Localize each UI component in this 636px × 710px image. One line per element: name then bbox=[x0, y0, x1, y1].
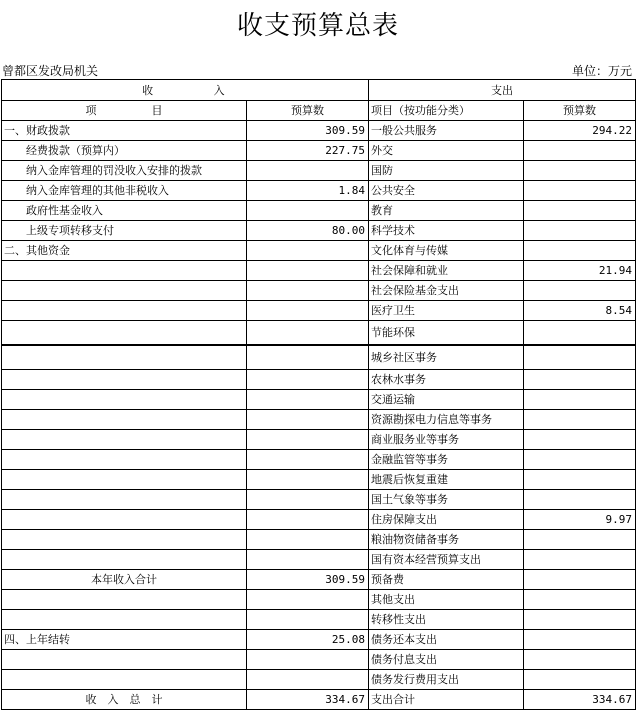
table-row bbox=[2, 490, 636, 510]
income-item bbox=[2, 470, 247, 490]
table-row bbox=[2, 590, 636, 610]
income-amount: 334.67 bbox=[247, 690, 369, 710]
income-item bbox=[2, 530, 247, 550]
expense-amount: 294.22 bbox=[524, 121, 636, 141]
expense-amount bbox=[524, 530, 636, 550]
expense-item: 一般公共服务 bbox=[369, 121, 524, 141]
expense-item: 文化体育与传媒 bbox=[369, 241, 524, 261]
income-amount bbox=[247, 321, 369, 346]
table-row bbox=[2, 650, 636, 670]
income-amount bbox=[247, 201, 369, 221]
expense-item: 粮油物资储备事务 bbox=[369, 530, 524, 550]
income-amount bbox=[247, 450, 369, 470]
income-item bbox=[2, 490, 247, 510]
income-item: 上级专项转移支付 bbox=[2, 221, 247, 241]
income-amount bbox=[247, 610, 369, 630]
table-row bbox=[2, 530, 636, 550]
expense-item: 外交 bbox=[369, 141, 524, 161]
income-amount bbox=[247, 650, 369, 670]
income-item: 本年收入合计 bbox=[2, 570, 247, 590]
income-item: 收 入 总 计 bbox=[2, 690, 247, 710]
expense-item: 社会保险基金支出 bbox=[369, 281, 524, 301]
income-item: 经费拨款（预算内） bbox=[2, 141, 247, 161]
income-item bbox=[2, 610, 247, 630]
table-row bbox=[2, 141, 636, 161]
income-item bbox=[2, 321, 247, 346]
income-amount: 309.59 bbox=[247, 570, 369, 590]
table-row bbox=[2, 690, 636, 710]
expense-item: 债务发行费用支出 bbox=[369, 670, 524, 690]
income-item: 四、上年结转 bbox=[2, 630, 247, 650]
expense-item: 地震后恢复重建 bbox=[369, 470, 524, 490]
expense-item: 医疗卫生 bbox=[369, 301, 524, 321]
table-row bbox=[2, 370, 636, 390]
income-item: 政府性基金收入 bbox=[2, 201, 247, 221]
table-row bbox=[2, 261, 636, 281]
income-amount bbox=[247, 281, 369, 301]
expense-item: 教育 bbox=[369, 201, 524, 221]
income-item bbox=[2, 301, 247, 321]
col-header-expense-item: 项目（按功能分类） bbox=[369, 101, 524, 121]
expense-item: 转移性支出 bbox=[369, 610, 524, 630]
income-amount bbox=[247, 370, 369, 390]
expense-item: 农林水事务 bbox=[369, 370, 524, 390]
table-row bbox=[2, 201, 636, 221]
expense-amount bbox=[524, 390, 636, 410]
expense-item: 商业服务业等事务 bbox=[369, 430, 524, 450]
expense-item: 债务还本支出 bbox=[369, 630, 524, 650]
income-item bbox=[2, 410, 247, 430]
income-item bbox=[2, 345, 247, 370]
col-header-expense-budget: 预算数 bbox=[524, 101, 636, 121]
expense-amount bbox=[524, 550, 636, 570]
table-row bbox=[2, 670, 636, 690]
income-item: 一、财政拨款 bbox=[2, 121, 247, 141]
income-amount bbox=[247, 470, 369, 490]
income-item bbox=[2, 510, 247, 530]
income-amount bbox=[247, 345, 369, 370]
table-body bbox=[2, 80, 636, 710]
income-item bbox=[2, 430, 247, 450]
income-amount bbox=[247, 510, 369, 530]
expense-item: 公共安全 bbox=[369, 181, 524, 201]
expense-amount bbox=[524, 221, 636, 241]
col-header-item: 项 目 bbox=[2, 101, 247, 121]
expense-item: 住房保障支出 bbox=[369, 510, 524, 530]
expense-item: 国有资本经营预算支出 bbox=[369, 550, 524, 570]
table-row bbox=[2, 390, 636, 410]
table-row bbox=[2, 550, 636, 570]
expense-amount bbox=[524, 430, 636, 450]
income-amount: 1.84 bbox=[247, 181, 369, 201]
table-row bbox=[2, 570, 636, 590]
income-item bbox=[2, 550, 247, 570]
expense-amount bbox=[524, 370, 636, 390]
income-item bbox=[2, 670, 247, 690]
table-row bbox=[2, 181, 636, 201]
expense-item: 预备费 bbox=[369, 570, 524, 590]
expense-amount bbox=[524, 470, 636, 490]
section-header-row bbox=[2, 80, 636, 101]
table-row bbox=[2, 430, 636, 450]
expense-item: 国土气象等事务 bbox=[369, 490, 524, 510]
income-item: 纳入金库管理的其他非税收入 bbox=[2, 181, 247, 201]
income-amount bbox=[247, 490, 369, 510]
expense-amount bbox=[524, 610, 636, 630]
table-row bbox=[2, 410, 636, 430]
income-item: 二、其他资金 bbox=[2, 241, 247, 261]
expense-amount: 8.54 bbox=[524, 301, 636, 321]
expense-amount bbox=[524, 670, 636, 690]
table-row bbox=[2, 345, 636, 370]
income-amount bbox=[247, 241, 369, 261]
organization-name: 曾都区发改局机关 bbox=[2, 64, 99, 78]
table-row bbox=[2, 281, 636, 301]
income-amount bbox=[247, 410, 369, 430]
table-row bbox=[2, 161, 636, 181]
table-row bbox=[2, 321, 636, 346]
unit-label: 单位：万元 bbox=[571, 64, 632, 78]
expense-item: 城乡社区事务 bbox=[369, 345, 524, 370]
expense-amount bbox=[524, 650, 636, 670]
income-amount: 80.00 bbox=[247, 221, 369, 241]
expense-header: 支出 bbox=[369, 80, 636, 101]
expense-item: 交通运输 bbox=[369, 390, 524, 410]
table-row bbox=[2, 450, 636, 470]
expense-amount bbox=[524, 201, 636, 221]
expense-item: 其他支出 bbox=[369, 590, 524, 610]
income-header: 收 入 bbox=[2, 80, 369, 101]
income-item bbox=[2, 590, 247, 610]
expense-amount bbox=[524, 181, 636, 201]
table-row bbox=[2, 121, 636, 141]
table-row bbox=[2, 301, 636, 321]
expense-amount: 334.67 bbox=[524, 690, 636, 710]
expense-amount bbox=[524, 490, 636, 510]
expense-amount bbox=[524, 345, 636, 370]
income-item bbox=[2, 281, 247, 301]
income-item bbox=[2, 450, 247, 470]
table-row bbox=[2, 630, 636, 650]
income-amount: 309.59 bbox=[247, 121, 369, 141]
expense-amount bbox=[524, 161, 636, 181]
table-row bbox=[2, 470, 636, 490]
table-row bbox=[2, 510, 636, 530]
income-amount bbox=[247, 590, 369, 610]
expense-amount bbox=[524, 141, 636, 161]
expense-amount bbox=[524, 321, 636, 346]
expense-item: 资源勘探电力信息等事务 bbox=[369, 410, 524, 430]
expense-amount bbox=[524, 570, 636, 590]
expense-amount bbox=[524, 590, 636, 610]
expense-item: 支出合计 bbox=[369, 690, 524, 710]
expense-item: 科学技术 bbox=[369, 221, 524, 241]
income-amount bbox=[247, 550, 369, 570]
income-amount bbox=[247, 161, 369, 181]
income-amount bbox=[247, 301, 369, 321]
expense-amount bbox=[524, 410, 636, 430]
income-amount bbox=[247, 390, 369, 410]
income-item bbox=[2, 650, 247, 670]
income-amount bbox=[247, 530, 369, 550]
income-item bbox=[2, 261, 247, 281]
income-item bbox=[2, 370, 247, 390]
column-header-row bbox=[2, 101, 636, 121]
expense-amount bbox=[524, 241, 636, 261]
table-row bbox=[2, 610, 636, 630]
expense-item: 国防 bbox=[369, 161, 524, 181]
col-header-budget: 预算数 bbox=[247, 101, 369, 121]
income-amount bbox=[247, 670, 369, 690]
table-row bbox=[2, 221, 636, 241]
income-amount bbox=[247, 430, 369, 450]
expense-amount bbox=[524, 630, 636, 650]
expense-amount: 9.97 bbox=[524, 510, 636, 530]
income-item bbox=[2, 390, 247, 410]
income-amount bbox=[247, 261, 369, 281]
page-title: 收支预算总表 bbox=[236, 11, 399, 41]
expense-amount bbox=[524, 281, 636, 301]
budget-table bbox=[1, 79, 636, 710]
expense-item: 社会保障和就业 bbox=[369, 261, 524, 281]
income-amount: 227.75 bbox=[247, 141, 369, 161]
expense-amount: 21.94 bbox=[524, 261, 636, 281]
expense-item: 金融监管等事务 bbox=[369, 450, 524, 470]
income-item: 纳入金库管理的罚没收入安排的拨款 bbox=[2, 161, 247, 181]
expense-item: 节能环保 bbox=[369, 321, 524, 346]
table-row bbox=[2, 241, 636, 261]
expense-item: 债务付息支出 bbox=[369, 650, 524, 670]
expense-amount bbox=[524, 450, 636, 470]
income-amount: 25.08 bbox=[247, 630, 369, 650]
